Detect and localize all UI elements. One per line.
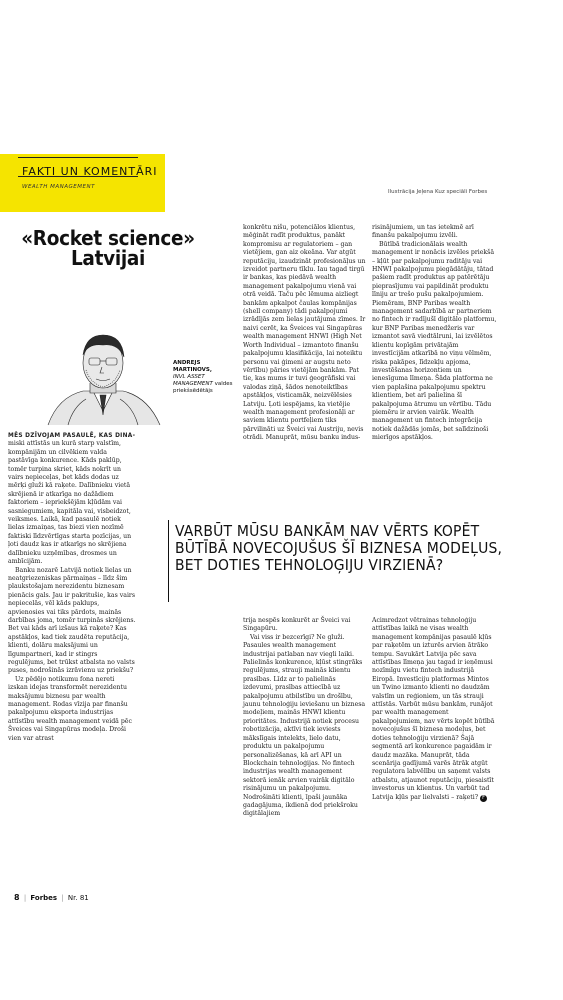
lead-in: MĒS DZĪVOJAM PASAULĒ, KAS DINA- xyxy=(8,433,136,439)
section-sublabel: WEALTH MANAGEMENT xyxy=(22,184,95,190)
paragraph: Uz pēdējo notikumu fona nereti izskan idejas transformēt nerezidentu maksājumu biznesu par wealth management. Rodas vīzija par finanšu pakalpojumu eksporta industrijas attīstību wealth management veidā pēc Šveices vai Singapūras modeļa. Droši vien var atrast xyxy=(8,675,132,742)
section-label: FAKTI UN KOMENTĀRI xyxy=(22,165,158,178)
headline-line-1: «Rocket science» xyxy=(21,226,195,250)
end-mark-icon: F xyxy=(480,795,487,802)
paragraph: trija nespēs konkurēt ar Šveici vai Singapūru. xyxy=(243,617,351,633)
section-tab xyxy=(0,154,165,212)
magazine-name: Forbes xyxy=(30,894,58,902)
folio-separator: | xyxy=(23,894,27,902)
text-column-2 xyxy=(243,224,367,502)
paragraph: Banku nozarē Latvijā notiek lielas un neatgriezeniskas pārmaiņas – līdz šim plaukstošajam nerezidentu biznesam pienācis gals. Jau ir pakritušie, kas vairs nepiecelās, vēl kāds paklups, apvienosies vai tiks pārdots, mainās darbības joma, tomēr turpinās skrējiens. Bet vai kāds arī izšaus kā raķete? Kas apstākļos, kad tiek zaudēta reputācija, klienti, dolāru maksājumi un līgumpartneri, kad ir stingrs regulējums, bet trūkst atbalsta no valsts puses, nodrošinās izrāvienu uz priekšu? xyxy=(8,566,136,675)
author-name-first: ANDREJS xyxy=(173,360,201,366)
text-column-1 xyxy=(8,432,136,880)
author-portrait xyxy=(38,325,168,425)
article-headline xyxy=(18,228,198,268)
page-folio xyxy=(14,893,89,902)
illustration-credit: Ilustrācija Jeļena Kuz speciāli Forbes xyxy=(388,189,488,195)
paragraph: risinājumiem, un tas ietekmē arī finanšu pakalpojumu izvēli. xyxy=(372,224,474,240)
author-name-last: MARTINOVS, xyxy=(173,367,212,373)
text-column-3 xyxy=(372,224,498,442)
text-column-5 xyxy=(372,617,498,867)
paragraph: Būtībā tradicionālais wealth management ir nonācis izvēles priekšā – kļūt par pakalpojumu raditāju vai HNWI pakalpojumu piegādātāju, tātad pašiem radīt produktus ap patērētāju pieprasījumu vai papildināt produktu līniju ar trešo pušu pakalpojumiem. Piemēram, BNP Paribas wealth management sadarbībā ar partneriem no fintech ir radījušī digitālo platformu, kur BNP Paribas menedžeris var izmantot savā viedtālruni, lai izvēlētos klientu kopīgām privātajām investīcijām atkarībā no viņu vēlmēm, riska pakāpes, līdzekļu apjoma, investēšanas horizontiem un ienesīguma līmeņa. Šāda platforma ne vien paplašina pakalpojumu spektru klientiem, bet arī palielina šī pakalpojuma ātrumu un vērtību. Tādu piemēru ir arvien vairāk. Wealth management un fintech integrācija notiek dažādās jomās, bet salīdzinoši mierīgos apstākļos. xyxy=(372,240,497,442)
author-company: INVL ASSET MANAGEMENT xyxy=(173,374,213,387)
issue-number: Nr. 81 xyxy=(67,894,89,902)
pullquote-rule xyxy=(168,520,169,602)
paragraph: Vai viss ir bezcerīgi? Ne gluži. Pasaules wealth management industrijai patlaban nav viegli laiki. Palielinās konkurence, kļūst stingrāks regulējums, strauji mainās klientu prasības. Līdz ar to palielinās izdevumi, prasības attiecībā uz pakalpojumu atbilstību un drošību, jaunu tehnoloģiju ieviešanu un biznesa modeļiem, mainās HNWI klientu prioritātes. Industrijā notiek procesu robotizācija, aktīvi tiek ieviests mākslīgais intelekts, lielo datu, produktu un pakalpojumu personalizēšanas, kā arī API un Blockchain tehnoloģijas. No fintech industrijas wealth management sektorā ienāk arvien vairāk digitālo risinājumu un pakalpojumu. Nodrošināti klienti, īpaši jaunāka gadagājuma, ikdienā dod priekšroku digitālajiem xyxy=(243,633,366,818)
pull-quote: VARBŪT MŪSU BANKĀM NAV VĒRTS KOPĒT BŪTĪBĀ NOVECOJUŠUS ŠĪ BIZNESA MODEĻUS, BET DOTIES TEHNOLOĢIJU VIRZIENĀ? xyxy=(175,522,503,574)
paragraph xyxy=(8,432,136,567)
paragraph-text: Acimredzot vētrainas tehnoloģiju attīstības laikā ne visas wealth management kompānijas pasaulē kļūs par raķetēm un izturēs arvien ātrāko tempu. Savukārt Latvija pēc sava attīstības līmeņa jau tagad ir ieņēmusi nozīmīgu vietu fintech industrijā Eiropā. Investīciju platformas Mintos un Twino izmanto klienti no daudzām valstīm un reģioniem, un tās strauji attīstās. Varbūt mūsu bankām, runājot par wealth management pakalpojumiem, nav vērts kopēt būtībā novecojušus šī biznesa modeļus, bet doties tehnoloģiju virzienā? Šajā segmentā arī konkurence pagaidām ir daudz mazāka. Manuprāt, tāda scenārija gadījumā varēs ātrāk atgūt regulatora labvēlību un saņemt valsts atbalstu, atjaunot reputāciju, piesaistīt investorus un klientus. Un varbūt tad Latvija kļūs par lielvalsti – raķeti? xyxy=(372,617,495,801)
text-column-4 xyxy=(243,617,367,877)
author-title: valdes priekšsēdētājs xyxy=(173,381,233,394)
headline-line-2: Latvijai xyxy=(70,246,146,270)
paragraph: konkrētu nišu, potenciālos klientus, mēģināt radīt produktus, panākt kompromisu ar regulatoriem – gan vietējiem, gan aiz okeāna. Var atgūt reputāciju, izaudzināt profesionāļus un izveidot partneru tīklu. Iau tagad tirgū ir bankas, kas piedāvā wealth management pakalpojumu vienā vai otrā veidā. Taču pēc lēmuma aizliegt bankām apkalpot čaulas kompānijas (shell company) tādi pakalpojumi izrādījās zem lielas jautājuma zīmes. Ir naivi cerēt, ka Šveices vai Singapūras wealth management HNWI (High Net Worth Individual – izmantoto finanšu pakalpojumu klasifikācija, lai noteiktu personu vai ģimeni ar augstu neto vērtību) pāries vietējām bankām. Pat tie, kas mums ir tuvi ģeogrāfiski vai valodas ziņā, šādos nenoteiktības apstākļos, visticamāk, neizvēlēsies Latviju. Ļoti iespējams, ka vietējie wealth management profesionāļi ar saviem klientu portfeļiem tiks pārvilināti uz Šveici vai Austriju, nevis otrādi. Manuprāt, mūsu banku indus- xyxy=(243,224,366,442)
tab-rule-top xyxy=(18,157,138,158)
paragraph-text: miski attīstās un kurā starp valstīm, kompānijām un cilvēkiem valda pastāvīga konkurence. Kāds paklūp, tomēr turpina skriet, kāds nokrīt un vairs nepieceļas, bet kāds dodas uz mērķi gluži kā raķete. Dalībnieku vietā skrējienā ir atkarīga no dažādiem faktoriem – iepriekšējām kļūdām vai sasniegumiem, kapitāla vai, visbeidzot, veiksmes. Laikā, kad pasaulē notiek lielas izmaiņas, tas biezi vien nozīmē faktiski līdzvērtīgas starta pozīcijas, un ļoti daudz kas ir atkarīgs no skrējiena dalībnieku uzņēmības, drosmes un ambīcijām. xyxy=(8,440,132,566)
paragraph xyxy=(372,617,498,802)
page-number: 8 xyxy=(14,893,20,902)
author-byline xyxy=(173,360,237,395)
folio-separator: | xyxy=(61,894,64,902)
